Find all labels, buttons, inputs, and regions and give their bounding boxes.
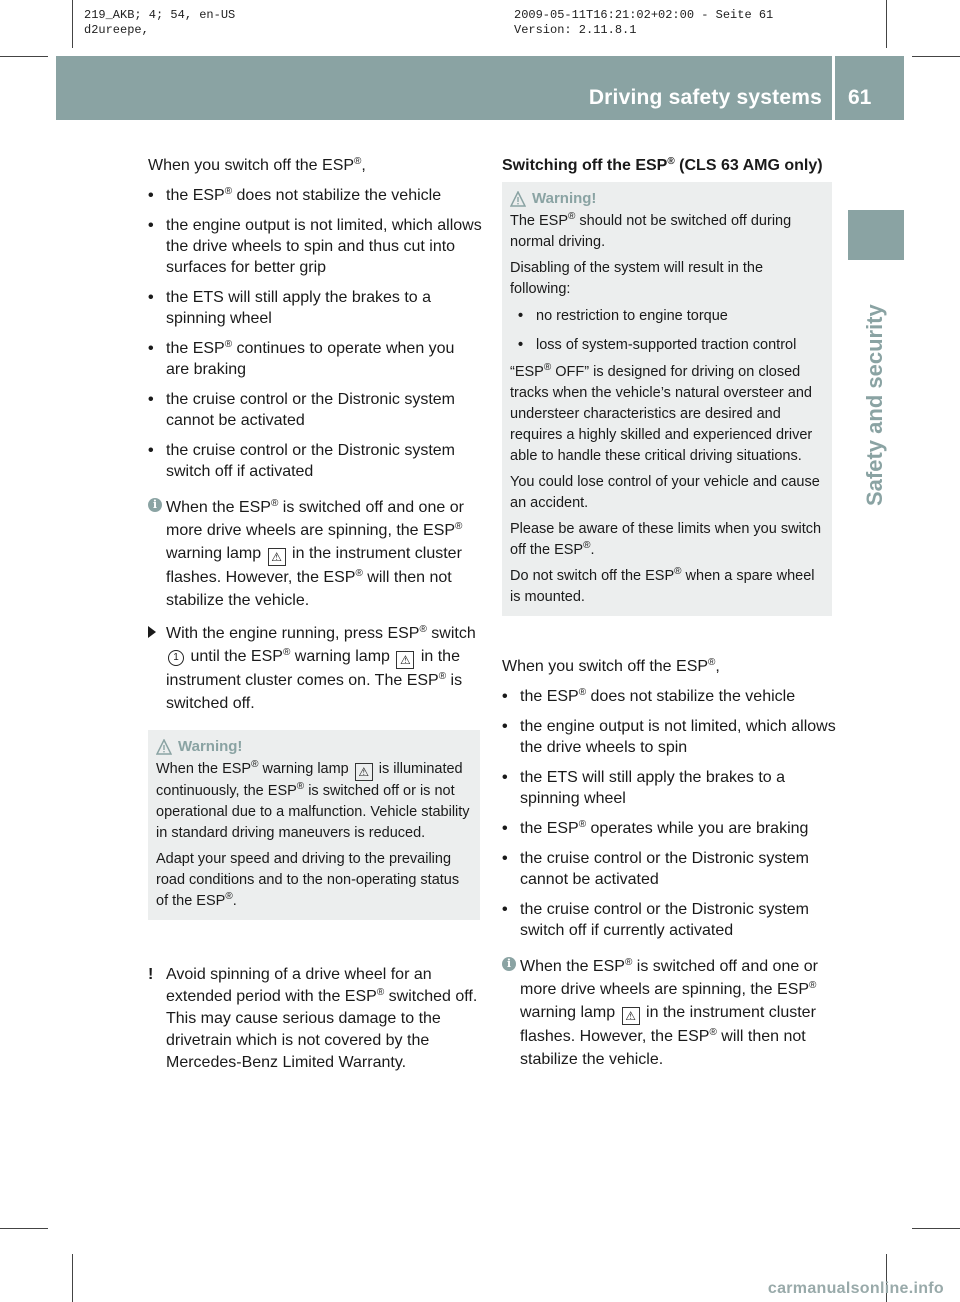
list-item: • the ETS will still apply the brakes to a spinning wheel bbox=[502, 767, 836, 809]
caution-text: ! Avoid spinning of a drive wheel for an extended period with the ESP® switched off. This may cause serious damage to the drivetrain which is not covered by the Mercedes-Benz Limited Warranty. bbox=[148, 966, 478, 1071]
watermark: carmanualsonline.info bbox=[767, 1280, 944, 1297]
switch-number-icon: 1 bbox=[168, 650, 184, 666]
header-divider bbox=[832, 56, 835, 120]
side-tab-text: Safety and security bbox=[862, 304, 887, 506]
warning-text: Do not switch off the ESP® when a spare wheel is mounted. bbox=[510, 566, 815, 605]
info-icon: i bbox=[502, 957, 516, 971]
crop-mark bbox=[912, 56, 960, 57]
crop-mark bbox=[886, 0, 887, 48]
info-note: i When the ESP® is switched off and one or more drive wheels are spinning, the ESP® warning lamp ⚠ in the instrument cluster flashes. However, the ESP® will then not stabilize the vehicle. bbox=[502, 955, 836, 1071]
crop-mark bbox=[0, 56, 48, 57]
caution-icon: ! bbox=[148, 966, 154, 983]
instruction-step: With the engine running, press ESP® switch 1 until the ESP® warning lamp ⚠ in the instrument cluster comes on. The ESP® is switched off. bbox=[148, 622, 482, 715]
page-number: 61 bbox=[848, 86, 872, 109]
intro-text: When you switch off the ESP®, bbox=[148, 156, 366, 174]
left-column bbox=[148, 155, 482, 715]
list-item: • the ESP® continues to operate when you are braking bbox=[148, 338, 482, 380]
warning-box bbox=[502, 182, 832, 616]
info-icon: i bbox=[148, 498, 162, 512]
list-item: • the cruise control or the Distronic system cannot be activated bbox=[502, 848, 836, 890]
list-item: • the cruise control or the Distronic system switch off if activated bbox=[148, 440, 482, 482]
caution-note bbox=[148, 964, 482, 1074]
esp-warning-lamp-icon: ⚠ bbox=[396, 651, 414, 669]
warning-text: “ESP® OFF” is designed for driving on closed tracks when the vehicle’s natural oversteer and understeer characteristics are desired and requires a highly skilled and experienced driver able to handle these critical driving situations. bbox=[510, 362, 813, 464]
right-heading: Switching off the ESP® (CLS 63 AMG only) bbox=[502, 156, 823, 174]
side-tab-label bbox=[848, 270, 904, 510]
meta-line: Version: 2.11.8.1 bbox=[514, 23, 637, 37]
section-title: Driving safety systems bbox=[588, 86, 822, 109]
step-arrow-icon bbox=[148, 626, 156, 638]
crop-mark bbox=[72, 0, 73, 48]
warning-text: When the ESP® warning lamp ⚠ is illuminated continuously, the ESP® is switched off or is not operational due to a malfunction. Vehicle stability in standard driving maneuvers is reduced. bbox=[156, 759, 470, 841]
warning-heading: Warning! bbox=[156, 736, 472, 757]
esp-warning-lamp-icon: ⚠ bbox=[622, 1007, 640, 1025]
list-item: • the engine output is not limited, which allows the drive wheels to spin bbox=[502, 716, 836, 758]
side-tab-block bbox=[848, 210, 904, 260]
esp-warning-lamp-icon: ⚠ bbox=[355, 763, 373, 781]
print-meta-right bbox=[514, 8, 773, 38]
list-item: • the ESP® does not stabilize the vehicle bbox=[148, 185, 482, 206]
list-item: • the engine output is not limited, which allows the drive wheels to spin and thus cut into surfaces for better grip bbox=[148, 215, 482, 278]
print-meta-left bbox=[84, 8, 235, 38]
esp-warning-lamp-icon: ⚠ bbox=[268, 548, 286, 566]
crop-mark bbox=[0, 1228, 48, 1229]
list-item: • no restriction to engine torque bbox=[518, 306, 824, 327]
warning-box bbox=[148, 730, 480, 920]
meta-line: 219_AKB; 4; 54, en-US bbox=[84, 8, 236, 22]
list-item: • the ESP® does not stabilize the vehicle bbox=[502, 686, 836, 707]
right-column-text bbox=[502, 656, 836, 1071]
list-item: • the cruise control or the Distronic system switch off if currently activated bbox=[502, 899, 836, 941]
intro-text: When you switch off the ESP®, bbox=[502, 657, 720, 675]
list-item: • the ESP® operates while you are braking bbox=[502, 818, 836, 839]
warning-triangle-icon bbox=[510, 191, 526, 207]
warning-heading: Warning! bbox=[510, 188, 824, 209]
meta-line: d2ureepe, bbox=[84, 23, 149, 37]
list-item: • the ETS will still apply the brakes to a spinning wheel bbox=[148, 287, 482, 329]
meta-line: 2009-05-11T16:21:02+02:00 - Seite 61 bbox=[514, 8, 774, 22]
warning-triangle-icon bbox=[156, 739, 172, 755]
warning-text: Adapt your speed and driving to the prevailing road conditions and to the non-operating status of the ESP®. bbox=[156, 851, 460, 909]
list-item: • the cruise control or the Distronic system cannot be activated bbox=[148, 389, 482, 431]
warning-text: Disabling of the system will result in the following: bbox=[510, 260, 764, 297]
warning-text: Please be aware of these limits when you switch off the ESP®. bbox=[510, 521, 822, 558]
info-note: i When the ESP® is switched off and one or more drive wheels are spinning, the ESP® warning lamp ⚠ in the instrument cluster flashes. However, the ESP® will then not stabilize the vehicle. bbox=[148, 496, 482, 612]
warning-text: You could lose control of your vehicle and cause an accident. bbox=[510, 474, 820, 511]
crop-mark bbox=[72, 1254, 73, 1302]
warning-text: The ESP® should not be switched off during normal driving. bbox=[510, 211, 792, 250]
crop-mark bbox=[912, 1228, 960, 1229]
list-item: • loss of system-supported traction control bbox=[518, 335, 824, 356]
